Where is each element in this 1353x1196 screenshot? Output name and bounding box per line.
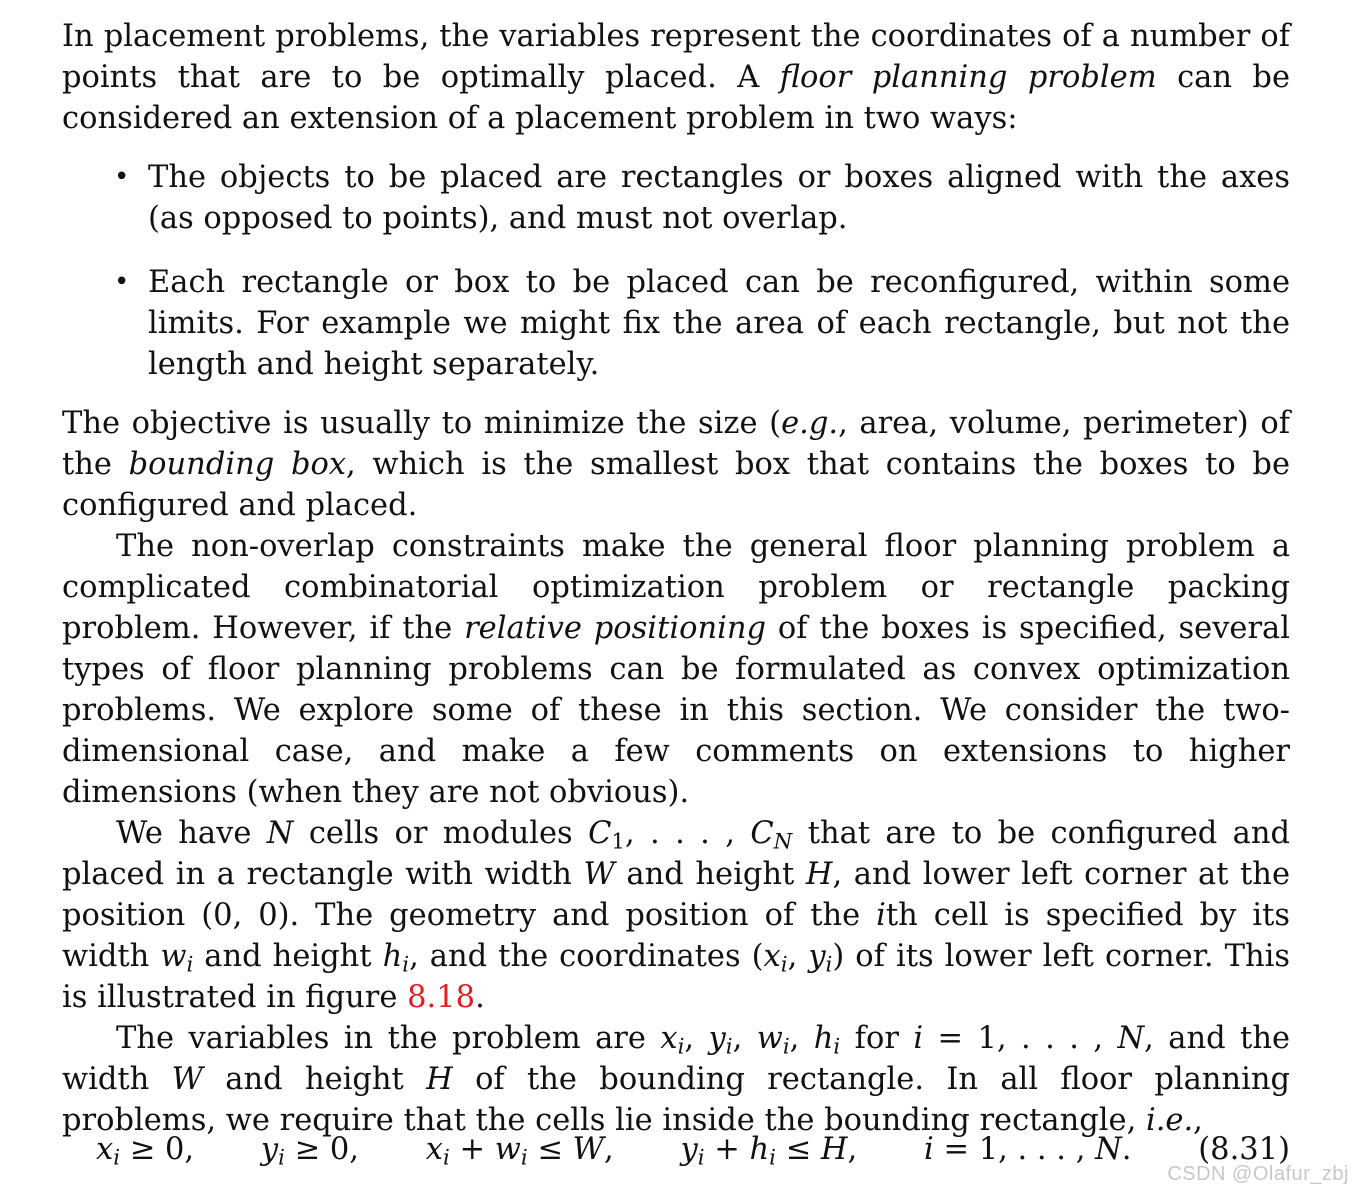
bullet-icon: • <box>114 162 130 192</box>
equation-term-y-nonneg: $y_i \ge 0$, <box>260 1132 359 1171</box>
watermark: CSDN @Olafur_zbj <box>1167 1163 1349 1185</box>
paragraph-objective: The objective is usually to minimize the size (e.g., area, volume, perimeter) of the bounding box, which is the smallest box that contains the boxes to be configured and placed. <box>62 406 1290 523</box>
text-body <box>62 16 1290 1141</box>
figure-reference-link[interactable]: 8.18 <box>407 980 476 1015</box>
bullet-icon: • <box>114 267 130 297</box>
equation-term-index-range: i = 1, . . . , N. <box>924 1132 1132 1167</box>
equation-8-31 <box>96 1128 1290 1172</box>
paragraph-variables: The variables in the problem are $x_i$, $y_i$, $w_i$, $h_i$ for i = 1, . . . , N, and the width W and height H of the bounding rectangle. In all floor planning problems, we require that the cells lie inside the bounding rectangle, i.e., <box>62 1021 1291 1138</box>
equation-term-height-bound: $y_i + h_i \le H$, <box>680 1132 858 1171</box>
bullet-list <box>62 157 1290 385</box>
paragraph-non-overlap: The non-overlap constraints make the general floor planning problem a complicated combinatorial optimization problem or rectangle packing problem. However, if the relative positioning of the boxes is specified, several types of floor planning problems can be formulated as convex optimization problems. We explore some of these in this section. We consider the two-dimensional case, and make a few comments on extensions to higher dimensions (when they are not obvious). <box>62 529 1290 810</box>
equation-number: (8.31) <box>1198 1132 1290 1167</box>
term-floor-planning: floor planning problem <box>779 60 1157 95</box>
paragraph-intro: In placement problems, the variables represent the coordinates of a number of points that are to be optimally placed. A floor planning problem can be considered an extension of a placement problem in two ways: <box>62 19 1290 136</box>
equation-term-x-nonneg: $x_i \ge 0$, <box>96 1132 195 1171</box>
paragraph-cells: We have N cells or modules $C_1$, . . . , $C_N$ that are to be configured and placed in a rectangle with width W and height H, and lower left corner at the position (0, 0). The geometry and position of the ith cell is specified by its width $w_i$ and height $h_i$, and the coordinates ($x_i$, $y_i$) of its lower left corner. This is illustrated in figure 8.18. <box>62 816 1291 1015</box>
term-bounding-box: bounding box <box>128 447 347 482</box>
list-item: • The objects to be placed are rectangles or boxes aligned with the axes (as opposed to points), and must not overlap. <box>148 157 1290 239</box>
term-relative-positioning: relative positioning <box>464 611 767 646</box>
equation-term-width-bound: $x_i + w_i \le W$, <box>425 1132 614 1171</box>
list-item: • Each rectangle or box to be placed can be reconfigured, within some limits. For example we might fix the area of each rectangle, but not the length and height separately. <box>148 262 1290 385</box>
